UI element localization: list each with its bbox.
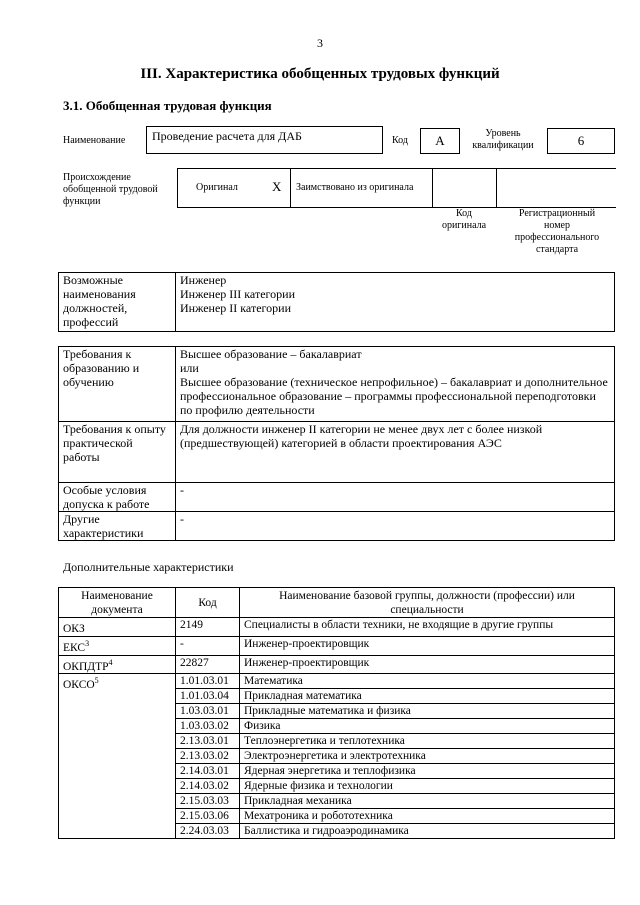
borrowed-label: Заимствовано из оригинала bbox=[296, 182, 414, 193]
doc-cell: ОКПДТР bbox=[63, 660, 109, 673]
code-cell: 2.15.03.06 bbox=[176, 809, 240, 824]
name-cell: Электроэнергетика и электротехника bbox=[240, 749, 615, 764]
position-item: Инженер II категории bbox=[180, 301, 291, 315]
subsection-title: 3.1. Обобщенная трудовая функция bbox=[63, 98, 272, 113]
position-item: Инженер bbox=[180, 273, 227, 287]
name-cell: Ядерные физика и технологии bbox=[240, 779, 615, 794]
req-line: Высшее образование (техническое непрофильное) – бакалавриат и дополнительное профессиональное образование – программы профессиональной переподготовки по профилю деятельности bbox=[180, 375, 608, 417]
reg-number-label: Регистрационный номер профессионального стандарта bbox=[514, 208, 600, 255]
requirements-table bbox=[58, 346, 615, 541]
level-label: Уровень квалификации bbox=[472, 128, 534, 151]
name-cell: Теплоэнергетика и теплотехника bbox=[240, 734, 615, 749]
req-other-label: Другие характеристики bbox=[59, 512, 176, 541]
doc-cell: ЕКС bbox=[63, 641, 86, 654]
name-label: Наименование bbox=[63, 135, 126, 146]
section-title: III. Характеристика обобщенных трудовых функций bbox=[140, 66, 500, 82]
doc-cell: ОКСО bbox=[63, 679, 95, 692]
req-special-value: - bbox=[176, 483, 615, 512]
original-mark: X bbox=[272, 179, 282, 194]
name-cell: Прикладная математика bbox=[240, 689, 615, 704]
code-cell: 2.14.03.01 bbox=[176, 764, 240, 779]
code-label: Код bbox=[392, 135, 408, 146]
req-other-value: - bbox=[176, 512, 615, 541]
req-special-label: Особые условия допуска к работе bbox=[59, 483, 176, 512]
req-education-value bbox=[176, 347, 615, 422]
table-row: ОКСО$^5$ 1.01.03.01 Математика bbox=[59, 674, 615, 689]
req-experience-value: Для должности инженер II категории не менее двух лет с более низкой (предшествующей) категорией в области проектирования АЭС bbox=[176, 422, 615, 483]
doc-cell: ОКЗ bbox=[63, 622, 85, 635]
name-cell: Специалисты в области техники, не входящие в другие группы bbox=[240, 618, 615, 637]
code-cell: 22827 bbox=[176, 655, 240, 674]
code-cell: 2.15.03.03 bbox=[176, 794, 240, 809]
table-row bbox=[59, 618, 615, 637]
req-education-label: Требования к образованию и обучению bbox=[59, 347, 176, 422]
level-value: 6 bbox=[547, 128, 615, 154]
code-cell: 2.14.03.02 bbox=[176, 779, 240, 794]
positions-label: Возможные наименования должностей, профессий bbox=[59, 273, 176, 332]
name-cell: Баллистика и гидроаэродинамика bbox=[240, 824, 615, 839]
name-cell: Мехатроника и робототехника bbox=[240, 809, 615, 824]
name-cell: Инженер-проектировщик bbox=[240, 636, 615, 655]
req-line: или bbox=[180, 361, 199, 375]
req-line: Высшее образование – бакалавриат bbox=[180, 347, 362, 361]
name-cell: Ядерная энергетика и теплофизика bbox=[240, 764, 615, 779]
origin-label: Происхождение обобщенной трудовой функции bbox=[63, 172, 158, 207]
table-row: ЕКС$^3$ - Инженер-проектировщик bbox=[59, 636, 615, 655]
code-cell: 1.01.03.01 bbox=[176, 674, 240, 689]
code-cell: 1.03.03.02 bbox=[176, 719, 240, 734]
position-item: Инженер III категории bbox=[180, 287, 295, 301]
name-cell: Математика bbox=[240, 674, 615, 689]
positions-table bbox=[58, 272, 615, 332]
code-cell: 2149 bbox=[176, 618, 240, 637]
code-cell: 1.01.03.04 bbox=[176, 689, 240, 704]
code-value: A bbox=[420, 128, 460, 154]
req-experience-label: Требования к опыту практической работы bbox=[59, 422, 176, 483]
code-cell: 2.24.03.03 bbox=[176, 824, 240, 839]
table-row: ОКПДТР$^4$ 22827 Инженер-проектировщик bbox=[59, 655, 615, 674]
positions-values bbox=[176, 273, 615, 332]
additional-table bbox=[58, 587, 615, 839]
col-header-name: Наименование базовой группы, должности (профессии) или специальности bbox=[240, 588, 615, 618]
original-label: Оригинал bbox=[196, 182, 238, 193]
page-number: 3 bbox=[317, 36, 323, 50]
name-cell: Физика bbox=[240, 719, 615, 734]
code-cell: 2.13.03.02 bbox=[176, 749, 240, 764]
code-original-label: Код оригинала bbox=[441, 208, 487, 231]
additional-title: Дополнительные характеристики bbox=[63, 560, 234, 574]
name-cell: Прикладные математика и физика bbox=[240, 704, 615, 719]
code-cell: - bbox=[176, 636, 240, 655]
code-cell: 2.13.03.01 bbox=[176, 734, 240, 749]
code-cell: 1.03.03.01 bbox=[176, 704, 240, 719]
name-value: Проведение расчета для ДАБ bbox=[146, 126, 383, 154]
name-cell: Прикладная механика bbox=[240, 794, 615, 809]
name-cell: Инженер-проектировщик bbox=[240, 655, 615, 674]
col-header-code: Код bbox=[176, 588, 240, 618]
col-header-doc: Наименование документа bbox=[59, 588, 176, 618]
